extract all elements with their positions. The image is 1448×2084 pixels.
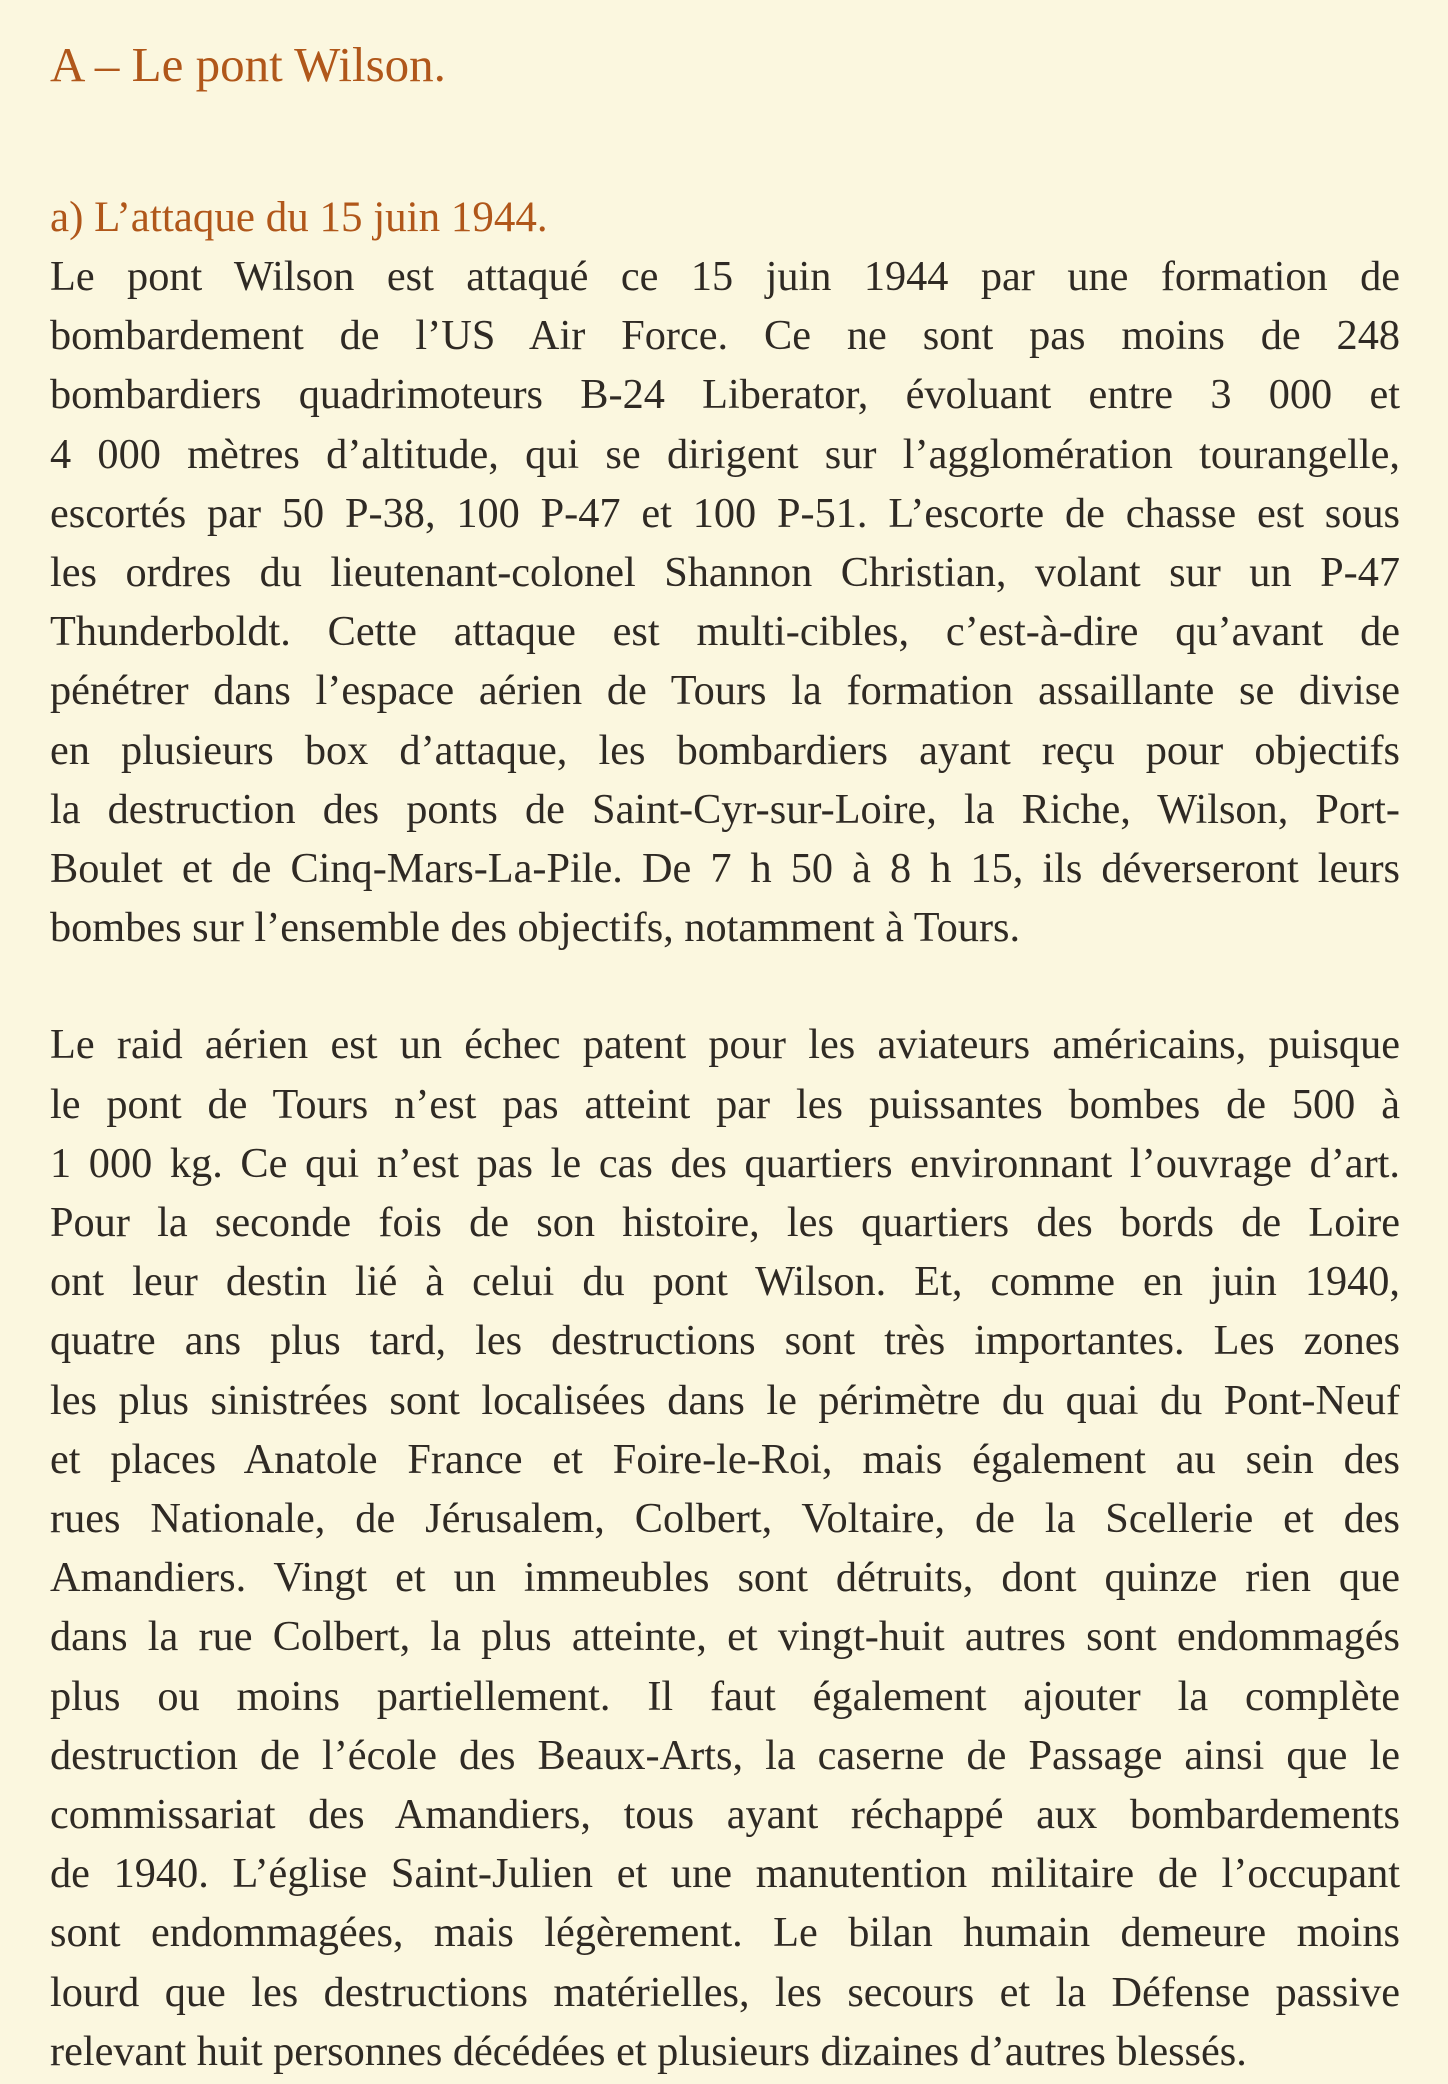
- paragraph-1-line: bombardiers quadrimoteurs B-24 Liberator, évoluant entre 3 000 et: [50, 371, 1400, 419]
- paragraph-2-line: dans la rue Colbert, la plus atteinte, et vingt-huit autres sont endommagés: [50, 1613, 1400, 1661]
- paragraph-2-line: sont endommagées, mais légèrement. Le bilan humain demeure moins: [50, 1909, 1400, 1957]
- paragraph-2-line: 1 000 kg. Ce qui n’est pas le cas des quartiers environnant l’ouvrage d’art.: [50, 1139, 1400, 1187]
- paragraph-1-line: pénétrer dans l’espace aérien de Tours la formation assaillante se divise: [50, 667, 1400, 715]
- paragraph-2-line: relevant huit personnes décédées et plusieurs dizaines d’autres blessés.: [50, 2027, 1247, 2075]
- paragraph-1-line: les ordres du lieutenant-colonel Shannon Christian, volant sur un P-47: [50, 549, 1400, 597]
- subsection-title: a) L’attaque du 15 juin 1944.: [50, 194, 548, 242]
- paragraph-2-line: les plus sinistrées sont localisées dans le périmètre du quai du Pont-Neuf: [50, 1376, 1400, 1424]
- paragraph-1-line: 4 000 mètres d’altitude, qui se dirigent sur l’agglomération tourangelle,: [50, 430, 1400, 478]
- paragraph-2-line: rues Nationale, de Jérusalem, Colbert, Voltaire, de la Scellerie et des: [50, 1495, 1400, 1543]
- section-title: A – Le pont Wilson.: [50, 37, 446, 92]
- paragraph-1-line: la destruction des ponts de Saint-Cyr-sur-Loire, la Riche, Wilson, Port-: [50, 785, 1400, 833]
- paragraph-2-line: Amandiers. Vingt et un immeubles sont détruits, dont quinze rien que: [50, 1554, 1400, 1602]
- paragraph-2-line: et places Anatole France et Foire-le-Roi, mais également au sein des: [50, 1435, 1400, 1483]
- paragraph-1: [50, 247, 1400, 957]
- paragraph-2-line: lourd que les destructions matérielles, les secours et la Défense passive: [50, 1968, 1400, 2016]
- paragraph-1-line: en plusieurs box d’attaque, les bombardiers ayant reçu pour objectifs: [50, 726, 1400, 774]
- paragraph-2-line: Pour la seconde fois de son histoire, les quartiers des bords de Loire: [50, 1199, 1400, 1247]
- paragraph-2-line: quatre ans plus tard, les destructions sont très importantes. Les zones: [50, 1317, 1400, 1365]
- paragraph-1-line: Thunderboldt. Cette attaque est multi-cibles, c’est-à-dire qu’avant de: [50, 608, 1400, 656]
- paragraph-2-line: le pont de Tours n’est pas atteint par les puissantes bombes de 500 à: [50, 1080, 1400, 1128]
- paragraph-1-line: Boulet et de Cinq-Mars-La-Pile. De 7 h 50 à 8 h 15, ils déverseront leurs: [50, 845, 1400, 893]
- paragraph-2-line: destruction de l’école des Beaux-Arts, la caserne de Passage ainsi que le: [50, 1731, 1400, 1779]
- paragraph-2-line: Le raid aérien est un échec patent pour les aviateurs américains, puisque: [50, 1021, 1400, 1069]
- paragraph-1-line: bombardement de l’US Air Force. Ce ne sont pas moins de 248: [50, 312, 1400, 360]
- paragraph-1-line: Le pont Wilson est attaqué ce 15 juin 1944 par une formation de: [50, 253, 1400, 300]
- paragraph-1-line: bombes sur l’ensemble des objectifs, notamment à Tours.: [50, 904, 1021, 952]
- paragraph-1-line: escortés par 50 P-38, 100 P-47 et 100 P-51. L’escorte de chasse est sous: [50, 489, 1400, 537]
- paragraph-2-line: plus ou moins partiellement. Il faut également ajouter la complète: [50, 1672, 1400, 1720]
- paragraph-2-line: commissariat des Amandiers, tous ayant réchappé aux bombardements: [50, 1791, 1400, 1839]
- paragraph-2-line: ont leur destin lié à celui du pont Wilson. Et, comme en juin 1940,: [50, 1258, 1400, 1306]
- paragraph-2: [50, 1015, 1400, 2081]
- paragraph-2-line: de 1940. L’église Saint-Julien et une manutention militaire de l’occupant: [50, 1850, 1400, 1898]
